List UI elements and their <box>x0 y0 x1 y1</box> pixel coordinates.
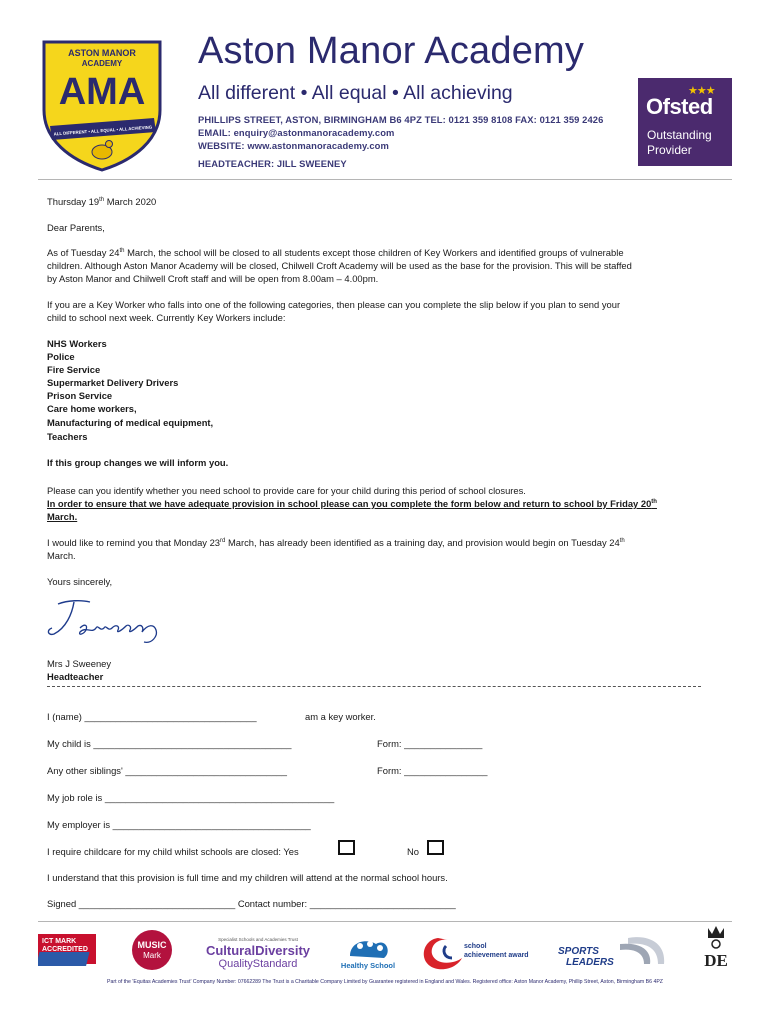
key-worker-item: Care home workers, <box>47 403 137 414</box>
no-checkbox[interactable] <box>427 840 444 855</box>
signer-title: Headteacher <box>47 671 104 682</box>
healthy-school-label: Healthy School <box>340 961 396 970</box>
siblings-field[interactable]: Any other siblings' _______________________________ <box>47 765 288 776</box>
key-worker-item: Police <box>47 351 75 362</box>
sports-leaders-logo <box>554 934 670 970</box>
child-name-field[interactable]: My child is ______________________________________ <box>47 738 292 749</box>
header-divider <box>38 179 732 180</box>
cultural-diversity-line2: QualityStandard <box>218 958 298 970</box>
paragraph-2-line-2: child to school next week. Currently Key Workers include: <box>47 312 286 323</box>
siblings-form-field[interactable]: Form: ________________ <box>377 765 488 776</box>
key-worker-item: Manufacturing of medical equipment, <box>47 417 214 428</box>
address-line: PHILLIPS STREET, ASTON, BIRMINGHAM B6 4PZ TEL: 0121 359 8108 FAX: 0121 359 2426 <box>198 114 604 125</box>
closing: Yours sincerely, <box>47 576 113 587</box>
paragraph-4-line-2: March. <box>47 550 76 561</box>
signature-contact-field[interactable]: Signed ______________________________ Contact number: ____________________________ <box>47 898 456 909</box>
crest-top-text: ASTON MANOR <box>68 48 136 58</box>
crest-ribbon-text: ALL DIFFERENT • ALL EQUAL • ALL ACHIEVING <box>53 124 153 137</box>
cultural-diversity-top: Specialist Schools and Academies Trust <box>218 937 298 942</box>
school-motto: All different • All equal • All achieving <box>198 82 513 104</box>
employer-field[interactable]: My employer is ______________________________________ <box>47 819 311 830</box>
school-achievement-award-logo <box>418 932 534 972</box>
paragraph-2-line-1: If you are a Key Worker who falls into one of the following categories, then please can you complete the slip below if you plan to send your <box>47 299 621 310</box>
cultural-diversity-logo <box>200 936 316 970</box>
letterhead <box>0 0 770 182</box>
ict-mark-logo <box>38 934 100 968</box>
childcare-question: I require childcare for my child whilst schools are closed: Yes <box>47 846 299 857</box>
music-mark-logo <box>122 924 178 976</box>
ofsted-word: Ofsted <box>646 94 713 119</box>
group-change-note: If this group changes we will inform you. <box>47 457 229 468</box>
key-worker-item: Teachers <box>47 431 88 442</box>
handwritten-signature <box>44 594 176 646</box>
headteacher-line: HEADTEACHER: JILL SWEENEY <box>198 158 347 169</box>
understand-statement: I understand that this provision is full time and my children will attend at the normal school hours. <box>47 872 448 883</box>
ofsted-rating-line2: Provider <box>647 143 692 157</box>
paragraph-1-line-1: As of Tuesday 24th March, the school will be closed to all students except those children of Key Workers and identified groups of vulnerable <box>47 247 624 258</box>
footer-divider <box>38 921 732 922</box>
yes-checkbox[interactable] <box>338 840 355 855</box>
paragraph-1-line-3: by Aston Manor and Chilwell Croft staff and will be open from 8.00am – 4.00pm. <box>47 273 379 284</box>
paragraph-4-line-1: I would like to remind you that Monday 23rd March, has already been identified as a training day, and provision would begin on Tuesday 24th <box>47 537 625 548</box>
paragraph-1-line-2: children. Although Aston Manor Academy will be closed, Chilwell Croft Academy will be used as the base for the provision. This will be staffed <box>47 260 632 271</box>
job-role-field[interactable]: My job role is ____________________________________________ <box>47 792 335 803</box>
child-form-field[interactable]: Form: _______________ <box>377 738 483 749</box>
cut-line <box>47 686 701 688</box>
signer-name: Mrs J Sweeney <box>47 658 112 669</box>
paragraph-3-line-1: Please can you identify whether you need school to provide care for your child during this period of school closures. <box>47 485 526 496</box>
school-crest-logo <box>36 36 168 174</box>
achievement-award-line1: school <box>464 943 487 950</box>
key-worker-item: Prison Service <box>47 390 113 401</box>
crest-sub-text: ACADEMY <box>81 59 123 68</box>
school-name: Aston Manor Academy <box>198 30 585 72</box>
crest-initials: AMA <box>58 71 146 113</box>
letter-date: Thursday 19th March 2020 <box>47 196 157 207</box>
cultural-diversity-line1: CulturalDiversity <box>205 943 311 958</box>
duke-of-edinburgh-logo <box>696 924 736 972</box>
key-worker-item: Supermarket Delivery Drivers <box>47 377 179 388</box>
ofsted-badge <box>638 78 732 166</box>
ict-mark-line1: ICT MARK <box>42 938 77 945</box>
music-mark-line2: Mark <box>143 951 161 960</box>
achievement-award-line2: achievement award <box>464 952 529 959</box>
salutation: Dear Parents, <box>47 222 105 233</box>
no-label: No <box>407 846 419 857</box>
ict-mark-line2: ACCREDITED <box>42 946 88 953</box>
name-field[interactable]: I (name) _________________________________ <box>47 711 257 722</box>
key-worker-statement: am a key worker. <box>305 711 376 722</box>
ofsted-rating-line1: Outstanding <box>647 128 712 142</box>
key-worker-item: Fire Service <box>47 364 101 375</box>
sports-leaders-line2: LEADERS <box>566 957 614 968</box>
healthy-school-logo <box>336 932 400 972</box>
ofsted-stars-icon: ★★★ <box>688 85 715 97</box>
music-mark-line1: MUSIC <box>137 940 167 950</box>
duke-of-edinburgh-text: DE <box>704 951 728 970</box>
paragraph-3-line-2: In order to ensure that we have adequate provision in school please can you complete the form below and return to school by Friday 20th <box>47 498 657 509</box>
paragraph-3-line-3: March. <box>47 511 78 522</box>
footer-company-info: Part of the 'Equitas Academies Trust' Company Number: 07662289 The Trust is a Charitable Company Limited by Guarantee registered in England and Wales. Registered office: Aston Manor Academy, Phillip Street, Aston, Birmingham B6 4PZ <box>107 979 663 985</box>
email-line: EMAIL: enquiry@astonmanoracademy.com <box>198 127 395 138</box>
sports-leaders-line1: SPORTS <box>558 946 599 957</box>
key-worker-item: NHS Workers <box>47 338 107 349</box>
website-line: WEBSITE: www.astonmanoracademy.com <box>198 140 389 151</box>
